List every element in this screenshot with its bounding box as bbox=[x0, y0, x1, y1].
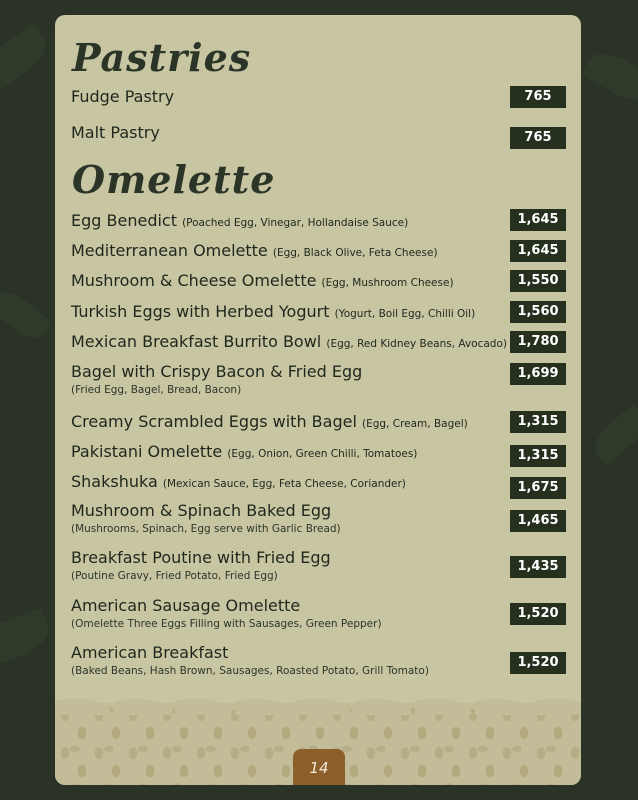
price-badge: 765 bbox=[510, 86, 566, 108]
menu-item bbox=[71, 241, 438, 260]
leaf-decoration bbox=[581, 45, 638, 109]
menu-item-name: Shakshuka bbox=[71, 472, 158, 491]
price-badge: 1,465 bbox=[510, 510, 566, 532]
section-title-omelette: Omelette bbox=[72, 157, 276, 202]
menu-item-name: Mushroom & Cheese Omelette bbox=[71, 271, 317, 290]
price-badge: 1,550 bbox=[510, 270, 566, 292]
leaf-decoration bbox=[0, 23, 54, 93]
menu-item-name: Turkish Eggs with Herbed Yogurt bbox=[71, 302, 330, 321]
menu-item-description: (Egg, Onion, Green Chilli, Tomatoes) bbox=[227, 448, 418, 460]
menu-item bbox=[71, 211, 408, 230]
price-badge: 1,560 bbox=[510, 301, 566, 323]
menu-item-description: (Omelette Three Eggs Filling with Sausages, Green Pepper) bbox=[71, 618, 382, 630]
menu-card bbox=[55, 15, 581, 785]
price-badge: 1,520 bbox=[510, 603, 566, 625]
menu-item-description: (Egg, Cream, Bagel) bbox=[362, 418, 468, 430]
menu-item-name: Creamy Scrambled Eggs with Bagel bbox=[71, 412, 357, 431]
menu-item-name: Egg Benedict bbox=[71, 211, 177, 230]
menu-item-description: (Poached Egg, Vinegar, Hollandaise Sauce) bbox=[182, 217, 409, 229]
menu-item bbox=[71, 412, 468, 431]
price-badge: 1,435 bbox=[510, 556, 566, 578]
menu-item-name: American Sausage Omelette bbox=[71, 596, 301, 615]
menu-item-name: Bagel with Crispy Bacon & Fried Egg bbox=[71, 362, 363, 381]
price-badge: 1,675 bbox=[510, 477, 566, 499]
leaf-decoration bbox=[0, 284, 53, 346]
menu-item-name: Mediterranean Omelette bbox=[71, 241, 268, 260]
menu-item-description: (Egg, Mushroom Cheese) bbox=[321, 277, 454, 289]
menu-item-description: (Mexican Sauce, Egg, Feta Cheese, Coriander) bbox=[162, 478, 406, 490]
price-badge: 1,520 bbox=[510, 652, 566, 674]
price-badge: 1,315 bbox=[510, 445, 566, 467]
menu-item-name: Mexican Breakfast Burrito Bowl bbox=[71, 332, 322, 351]
menu-item-description: (Mushrooms, Spinach, Egg serve with Garlic Bread) bbox=[71, 523, 341, 535]
menu-item bbox=[71, 442, 417, 461]
menu-item-name: Mushroom & Spinach Baked Egg bbox=[71, 501, 332, 520]
menu-item-name: Malt Pastry bbox=[71, 123, 160, 142]
leaf-decoration bbox=[587, 404, 638, 466]
price-badge: 1,699 bbox=[510, 363, 566, 385]
menu-item-name: American Breakfast bbox=[71, 643, 229, 662]
price-badge: 1,645 bbox=[510, 209, 566, 231]
price-badge: 1,645 bbox=[510, 240, 566, 262]
menu-item bbox=[71, 302, 475, 321]
menu-item-description: (Poutine Gravy, Fried Potato, Fried Egg) bbox=[71, 570, 278, 582]
leaf-decoration bbox=[0, 608, 54, 669]
menu-item-description: (Egg, Black Olive, Feta Cheese) bbox=[272, 247, 438, 259]
price-badge: 1,315 bbox=[510, 411, 566, 433]
menu-item-name: Pakistani Omelette bbox=[71, 442, 223, 461]
page-number: 14 bbox=[293, 749, 345, 785]
section-title-pastries: Pastries bbox=[72, 35, 252, 80]
menu-item bbox=[71, 271, 454, 290]
menu-item-name: Breakfast Poutine with Fried Egg bbox=[71, 548, 331, 567]
menu-item-description: (Egg, Red Kidney Beans, Avocado) bbox=[326, 338, 507, 350]
price-badge: 1,780 bbox=[510, 331, 566, 353]
menu-item-description: (Fried Egg, Bagel, Bread, Bacon) bbox=[71, 384, 242, 396]
menu-item bbox=[71, 332, 507, 351]
menu-item-description: (Baked Beans, Hash Brown, Sausages, Roasted Potato, Grill Tomato) bbox=[71, 665, 429, 677]
menu-item bbox=[71, 472, 406, 491]
menu-item-description: (Yogurt, Boil Egg, Chilli Oil) bbox=[334, 308, 476, 320]
menu-item-name: Fudge Pastry bbox=[71, 87, 175, 106]
price-badge: 765 bbox=[510, 127, 566, 149]
